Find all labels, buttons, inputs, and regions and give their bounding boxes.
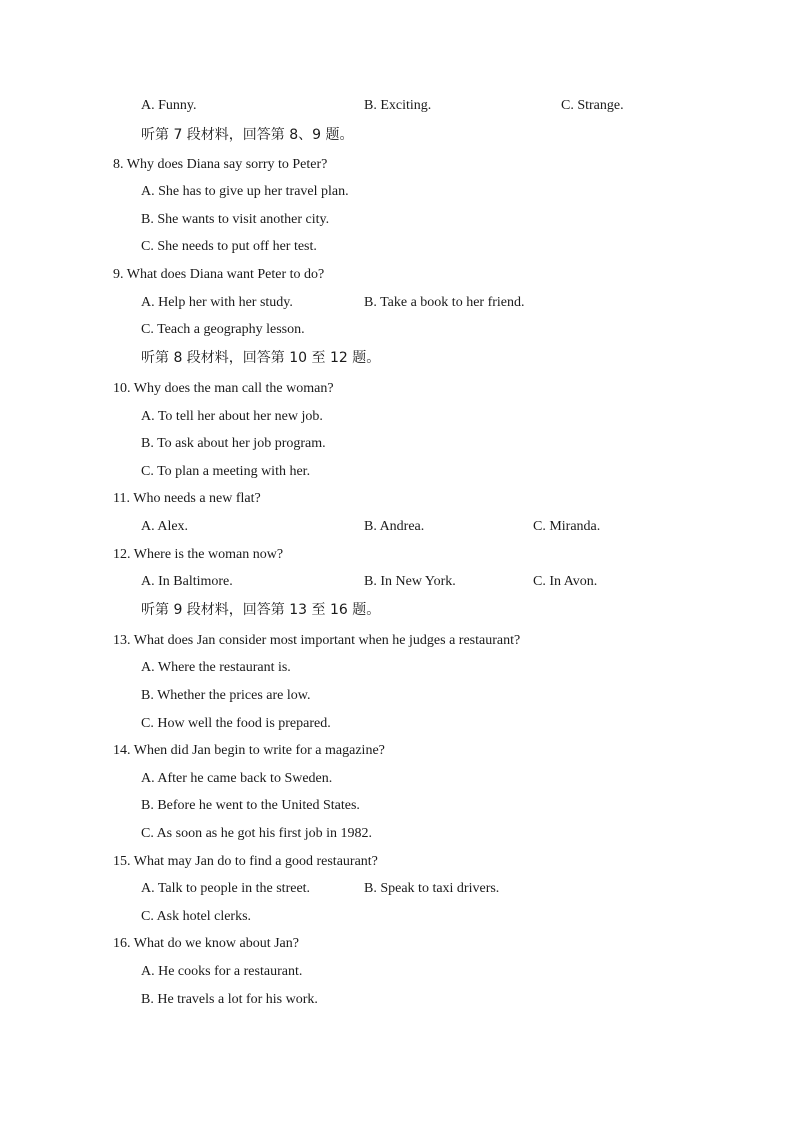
q11-option-a: A. Alex. (141, 519, 189, 534)
q7-option-c: C. Strange. (561, 98, 624, 113)
q9-stem: 9. What does Diana want Peter to do? (113, 267, 325, 282)
section-8-instruction: 听第 8 段材料，回答第 10 至 12 题。 (141, 350, 381, 366)
section-9-instruction: 听第 9 段材料，回答第 13 至 16 题。 (141, 602, 381, 618)
q13-stem: 13. What does Jan consider most important when he judges a restaurant? (113, 633, 521, 648)
q13-option-b: B. Whether the prices are low. (141, 688, 311, 703)
q15-stem: 15. What may Jan do to find a good restaurant? (113, 854, 378, 869)
q10-option-c: C. To plan a meeting with her. (141, 464, 311, 479)
q12-option-a: A. In Baltimore. (141, 574, 233, 589)
q15-option-c: C. Ask hotel clerks. (141, 909, 252, 924)
q7-option-a: A. Funny. (141, 98, 197, 113)
q12-option-b: B. In New York. (364, 574, 456, 589)
q12-option-c: C. In Avon. (533, 574, 598, 589)
q11-option-b: B. Andrea. (364, 519, 425, 534)
q16-option-a: A. He cooks for a restaurant. (141, 964, 303, 979)
q8-option-c: C. She needs to put off her test. (141, 239, 317, 254)
q16-stem: 16. What do we know about Jan? (113, 936, 299, 951)
q8-option-b: B. She wants to visit another city. (141, 212, 330, 227)
q13-option-c: C. How well the food is prepared. (141, 716, 331, 731)
q9-option-a: A. Help her with her study. (141, 295, 293, 310)
q10-stem: 10. Why does the man call the woman? (113, 381, 334, 396)
q14-option-a: A. After he came back to Sweden. (141, 771, 333, 786)
q16-option-b: B. He travels a lot for his work. (141, 992, 318, 1007)
q15-option-a: A. Talk to people in the street. (141, 881, 311, 896)
q10-option-b: B. To ask about her job program. (141, 436, 326, 451)
q12-stem: 12. Where is the woman now? (113, 547, 284, 562)
q14-stem: 14. When did Jan begin to write for a magazine? (113, 743, 385, 758)
q11-option-c: C. Miranda. (533, 519, 601, 534)
q14-option-b: B. Before he went to the United States. (141, 798, 360, 813)
q11-stem: 11. Who needs a new flat? (113, 491, 261, 506)
q8-stem: 8. Why does Diana say sorry to Peter? (113, 157, 328, 172)
section-7-instruction: 听第 7 段材料，回答第 8、9 题。 (141, 127, 354, 143)
q13-option-a: A. Where the restaurant is. (141, 660, 291, 675)
q14-option-c: C. As soon as he got his first job in 1982. (141, 826, 373, 841)
q10-option-a: A. To tell her about her new job. (141, 409, 323, 424)
q15-option-b: B. Speak to taxi drivers. (364, 881, 500, 896)
q7-option-b: B. Exciting. (364, 98, 432, 113)
q9-option-c: C. Teach a geography lesson. (141, 322, 305, 337)
q9-option-b: B. Take a book to her friend. (364, 295, 525, 310)
q8-option-a: A. She has to give up her travel plan. (141, 184, 349, 199)
